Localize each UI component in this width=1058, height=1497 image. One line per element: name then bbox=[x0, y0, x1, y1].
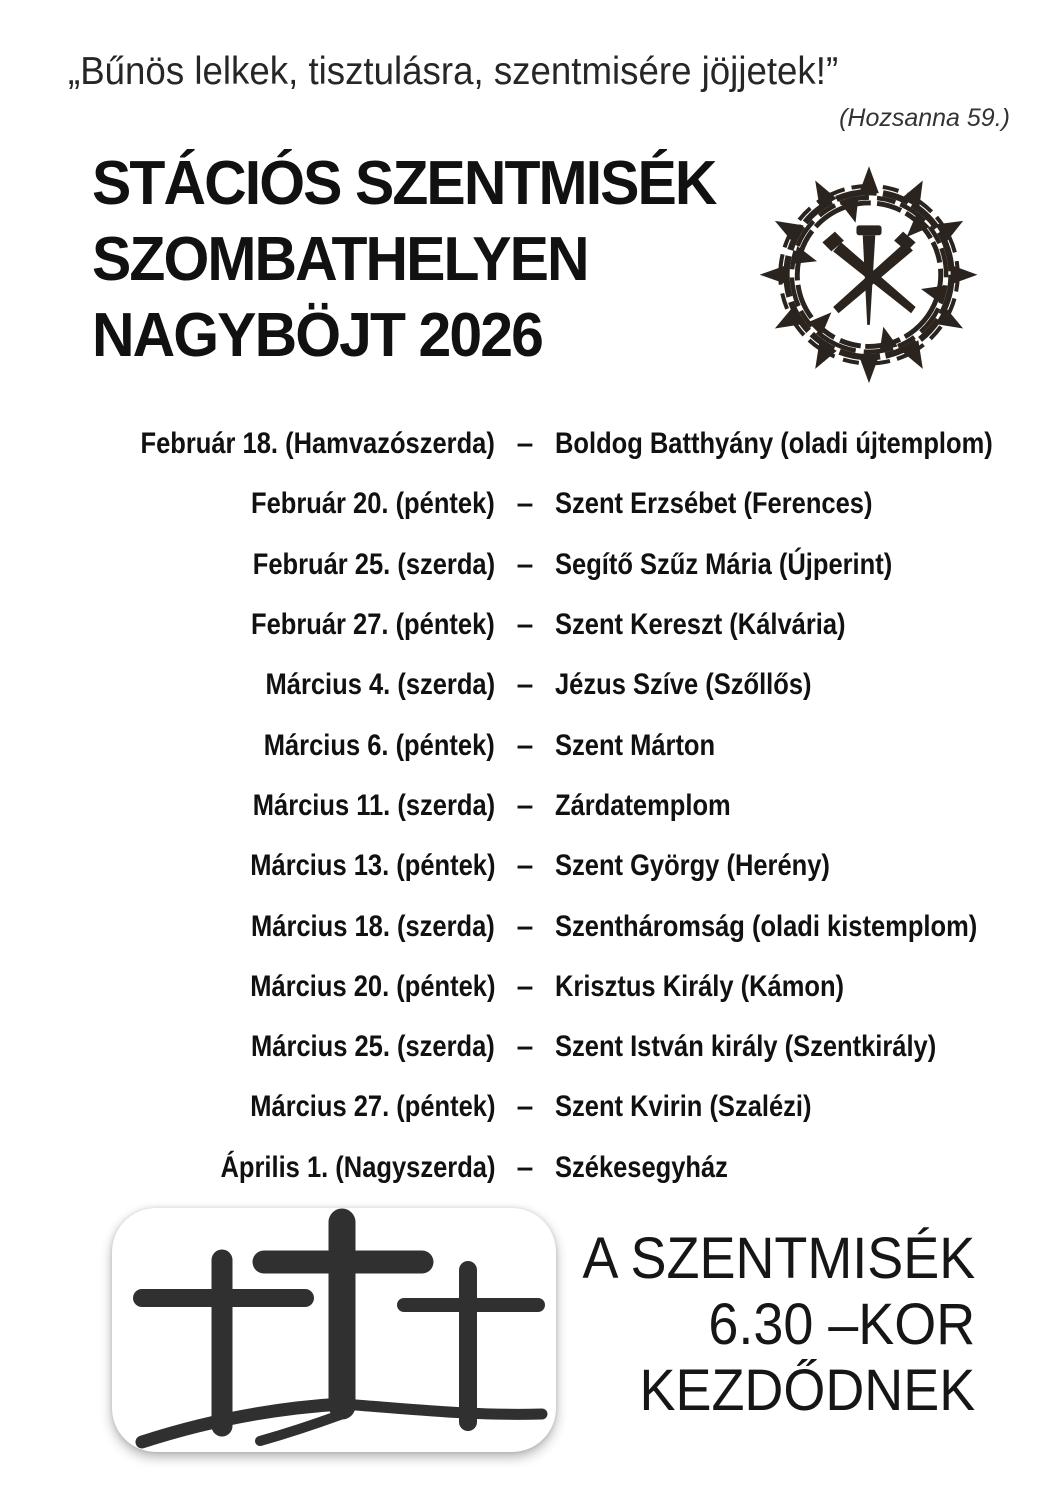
schedule-date: Március 13. (péntek) bbox=[249, 849, 495, 883]
schedule-location: Székesegyház bbox=[555, 1150, 728, 1184]
schedule-separator: – bbox=[516, 969, 534, 1003]
schedule-location: Szent György (Herény) bbox=[555, 849, 830, 883]
schedule-separator: – bbox=[516, 1090, 534, 1124]
schedule-separator: – bbox=[516, 728, 534, 762]
page-title bbox=[92, 146, 716, 374]
schedule-separator: – bbox=[516, 668, 534, 702]
schedule-date: Március 27. (péntek) bbox=[249, 1090, 495, 1124]
title-line-3: NAGYBÖJT 2026 bbox=[92, 301, 542, 370]
schedule-date: Február 20. (péntek) bbox=[251, 487, 495, 521]
schedule-row bbox=[0, 535, 1058, 595]
schedule-separator: – bbox=[516, 427, 534, 461]
schedule-date: Március 4. (szerda) bbox=[265, 668, 495, 702]
schedule-row bbox=[0, 896, 1058, 956]
schedule-date: Február 18. (Hamvazószerda) bbox=[140, 427, 495, 461]
note-line-3: KEZDŐDNEK bbox=[639, 1358, 975, 1423]
schedule-row bbox=[0, 414, 1058, 474]
quote-attribution: (Hozsanna 59.) bbox=[839, 104, 1010, 132]
schedule-location: Boldog Batthyány (oladi újtemplom) bbox=[555, 427, 993, 461]
schedule-row bbox=[0, 595, 1058, 655]
mass-time-note bbox=[582, 1226, 975, 1424]
three-nails-icon bbox=[822, 225, 915, 325]
schedule-row bbox=[0, 776, 1058, 836]
schedule-location: Szent Kereszt (Kálvária) bbox=[555, 608, 846, 642]
crown-of-thorns-icon bbox=[748, 142, 990, 402]
schedule-separator: – bbox=[516, 909, 534, 943]
title-line-1: STÁCIÓS SZENTMISÉK bbox=[92, 149, 716, 218]
schedule-location: Zárdatemplom bbox=[555, 788, 731, 822]
schedule-location: Szent Márton bbox=[555, 728, 716, 762]
note-line-2: 6.30 –KOR bbox=[708, 1292, 975, 1357]
schedule-row bbox=[0, 474, 1058, 534]
schedule-location: Krisztus Király (Kámon) bbox=[555, 969, 845, 1003]
schedule-location: Segítő Szűz Mária (Újperint) bbox=[555, 547, 893, 581]
schedule-date: Március 20. (péntek) bbox=[249, 969, 495, 1003]
schedule-separator: – bbox=[516, 1150, 534, 1184]
schedule-separator: – bbox=[516, 1030, 534, 1064]
schedule-location: Szent István király (Szentkirály) bbox=[555, 1030, 937, 1064]
schedule-location: Jézus Szíve (Szőllős) bbox=[555, 668, 812, 702]
schedule-date: Február 25. (szerda) bbox=[252, 547, 495, 581]
quote-text: „Bűnös lelkek, tisztulásra, szentmisére jöjjetek!” bbox=[68, 50, 839, 93]
schedule-row bbox=[0, 1138, 1058, 1198]
schedule-row bbox=[0, 715, 1058, 775]
three-crosses-card bbox=[112, 1208, 556, 1452]
schedule-separator: – bbox=[516, 788, 534, 822]
schedule-location: Szentháromság (oladi kistemplom) bbox=[555, 909, 978, 943]
schedule-row bbox=[0, 655, 1058, 715]
schedule-separator: – bbox=[516, 608, 534, 642]
schedule-date: Április 1. (Nagyszerda) bbox=[220, 1150, 495, 1184]
schedule-row bbox=[0, 957, 1058, 1017]
schedule-separator: – bbox=[516, 547, 534, 581]
schedule-date: Február 27. (péntek) bbox=[251, 608, 495, 642]
schedule-separator: – bbox=[516, 487, 534, 521]
title-line-2: SZOMBATHELYEN bbox=[92, 225, 588, 294]
schedule-date: Március 11. (szerda) bbox=[252, 788, 495, 822]
mass-schedule-list bbox=[0, 414, 1058, 1198]
schedule-row bbox=[0, 1077, 1058, 1137]
schedule-date: Március 25. (szerda) bbox=[251, 1030, 495, 1064]
schedule-row bbox=[0, 1017, 1058, 1077]
note-line-1: A SZENTMISÉK bbox=[582, 1226, 975, 1291]
three-crosses-icon bbox=[112, 1208, 556, 1452]
schedule-separator: – bbox=[516, 849, 534, 883]
schedule-date: Március 6. (péntek) bbox=[264, 728, 495, 762]
schedule-row bbox=[0, 836, 1058, 896]
schedule-location: Szent Kvirin (Szalézi) bbox=[555, 1090, 812, 1124]
schedule-date: Március 18. (szerda) bbox=[251, 909, 495, 943]
schedule-location: Szent Erzsébet (Ferences) bbox=[555, 487, 873, 521]
